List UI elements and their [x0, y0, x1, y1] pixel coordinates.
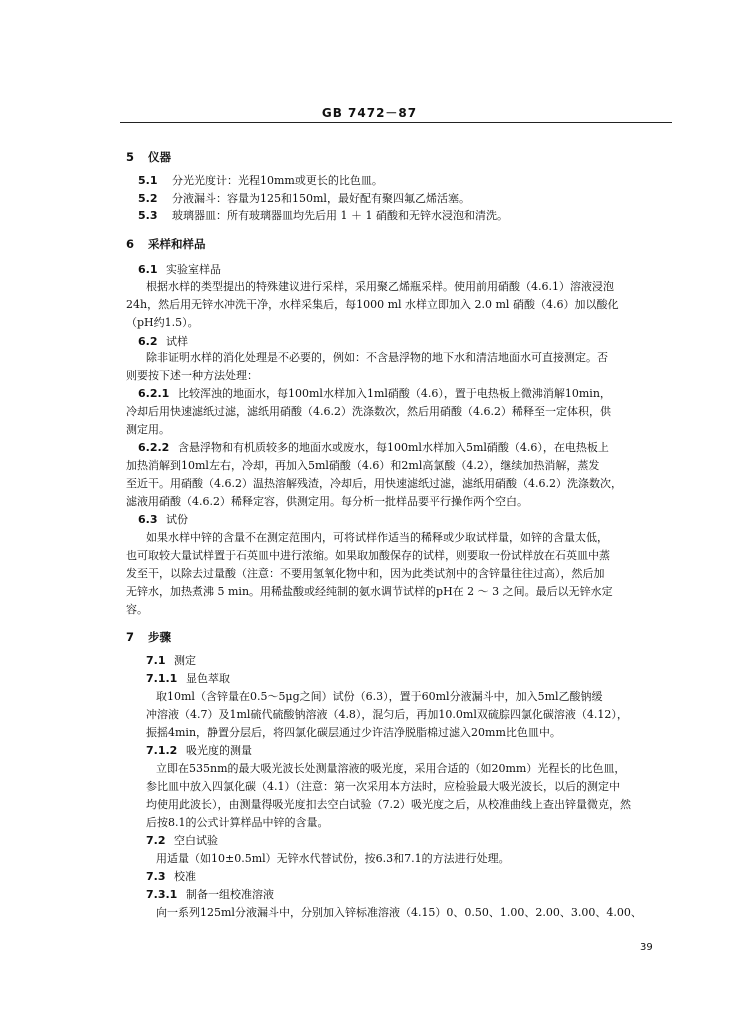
- subsection-7-1-heading: 7.1 测定: [146, 654, 196, 667]
- item-5-1: 5.1 分光光度计：光程10mm或更长的比色皿。: [138, 174, 383, 187]
- subsection-7-2-heading: 7.2 空白试验: [146, 834, 218, 847]
- para-7-3-1-line-1: 向一系列125ml分液漏斗中，分别加入锌标准溶液（4.15）0、0.50、1.00、2.00、3.00、4.00、: [156, 906, 642, 919]
- para-7-1-1-line-1: 取10ml（含锌量在0.5～5μg之间）试份（6.3），置于60ml分液漏斗中，加入5ml乙酸钠缓: [156, 690, 603, 703]
- para-6-2-1-line-3: 测定用。: [126, 423, 170, 436]
- para-7-1-1-line-2: 冲溶液（4.7）及1ml硫代硫酸钠溶液（4.8），混匀后，再加10.0ml双硫腙四氯化碳溶液（4.12），: [146, 708, 628, 721]
- subsection-7-1-1-heading: 7.1.1 显色萃取: [146, 672, 230, 685]
- para-6-3-line-5: 容。: [126, 603, 148, 616]
- para-7-1-2-line-1: 立即在535nm的最大吸光波长处测量溶液的吸光度，采用合适的（如20mm）光程长的比色皿，: [156, 762, 626, 775]
- para-6-2-1-line-1: 6.2.1 比较浑浊的地面水，每100ml水样加入1ml硝酸（4.6），置于电热板上微沸消解10min，: [138, 387, 611, 400]
- para-6-1-line-1: 根据水样的类型提出的特殊建议进行采样，采用聚乙烯瓶采样。使用前用硝酸（4.6.1）溶液浸泡: [146, 280, 614, 293]
- para-6-3-line-2: 也可取较大量试样置于石英皿中进行浓缩。如果取加酸保存的试样，则要取一份试样放在石英皿中蒸: [126, 549, 610, 562]
- subsection-7-1-2-heading: 7.1.2 吸光度的测量: [146, 744, 252, 757]
- section-7-heading: 7 步骤: [126, 630, 171, 644]
- para-6-2-2-line-4: 滤液用硝酸（4.6.2）稀释定容，供测定用。每分析一批样品要平行操作两个空白。: [126, 495, 528, 508]
- para-6-2-2-line-3: 至近干。用硝酸（4.6.2）温热溶解残渣，冷却后，用快速滤纸过滤，滤纸用硝酸（4.6.2）洗涤数次，: [126, 477, 622, 490]
- section-5-heading: 5 仪器: [126, 150, 171, 164]
- para-6-1-line-2: 24h，然后用无锌水冲洗干净，水样采集后，每1000 ml 水样立即加入 2.0 ml 硝酸（4.6）加以酸化: [126, 298, 619, 311]
- para-7-1-1-line-3: 振摇4min，静置分层后，将四氯化碳层通过少许洁净脱脂棉过滤入20mm比色皿中。: [146, 726, 561, 739]
- subsection-6-1-heading: 6.1 实验室样品: [138, 263, 221, 276]
- subsection-6-3-heading: 6.3 试份: [138, 513, 188, 526]
- para-6-1-line-3: （pH约1.5）。: [126, 316, 199, 329]
- page-number: 39: [640, 942, 653, 953]
- item-5-3: 5.3 玻璃器皿：所有玻璃器皿均先后用 1 ＋ 1 硝酸和无锌水浸泡和清洗。: [138, 209, 508, 222]
- para-7-2-line-1: 用适量（如10±0.5ml）无锌水代替试份，按6.3和7.1的方法进行处理。: [156, 852, 510, 865]
- subsection-6-2-heading: 6.2 试样: [138, 335, 188, 348]
- para-6-2-line-1: 除非证明水样的消化处理是不必要的，例如：不含悬浮物的地下水和清洁地面水可直接测定。否: [146, 351, 608, 364]
- para-6-2-2-line-1: 6.2.2 含悬浮物和有机质较多的地面水或废水，每100ml水样加入5ml硝酸（4.6），在电热板上: [138, 441, 609, 454]
- subsection-7-3-1-heading: 7.3.1 制备一组校准溶液: [146, 888, 274, 901]
- para-7-1-2-line-4: 后按8.1的公式计算样品中锌的含量。: [146, 816, 329, 829]
- para-6-2-2-line-2: 加热消解到10ml左右，冷却，再加入5ml硝酸（4.6）和2ml高氯酸（4.2），继续加热消解，蒸发: [126, 459, 600, 472]
- subsection-7-3-heading: 7.3 校准: [146, 870, 196, 883]
- section-6-heading: 6 采样和样品: [126, 237, 206, 251]
- para-6-2-1-line-2: 冷却后用快速滤纸过滤，滤纸用硝酸（4.6.2）洗涤数次，然后用硝酸（4.6.2）稀释至一定体积，供: [126, 405, 611, 418]
- item-5-2: 5.2 分液漏斗：容量为125和150ml，最好配有聚四氟乙烯活塞。: [138, 192, 470, 205]
- para-6-3-line-4: 无锌水，加热煮沸 5 min。用稀盐酸或经纯制的氨水调节试样的pH在 2 ～ 3 之间。最后以无锌水定: [126, 585, 613, 598]
- para-6-2-line-2: 则要按下述一种方法处理：: [126, 369, 258, 382]
- para-7-1-2-line-3: 均使用此波长），由测量得吸光度扣去空白试验（7.2）吸光度之后，从校准曲线上查出锌量微克，然: [146, 798, 631, 811]
- standard-code-header: GB 7472－87: [321, 106, 418, 120]
- para-7-1-2-line-2: 参比皿中放入四氯化碳（4.1）（注意：第一次采用本方法时，应检验最大吸光波长，以后的测定中: [146, 780, 620, 793]
- para-6-3-line-1: 如果水样中锌的含量不在测定范围内，可将试样作适当的稀释或少取试样量，如锌的含量太低，: [146, 531, 608, 544]
- para-6-3-line-3: 发至干，以除去过量酸（注意：不要用氢氧化物中和，因为此类试剂中的含锌量往往过高），然后加: [126, 567, 605, 580]
- header-rule: [120, 122, 672, 123]
